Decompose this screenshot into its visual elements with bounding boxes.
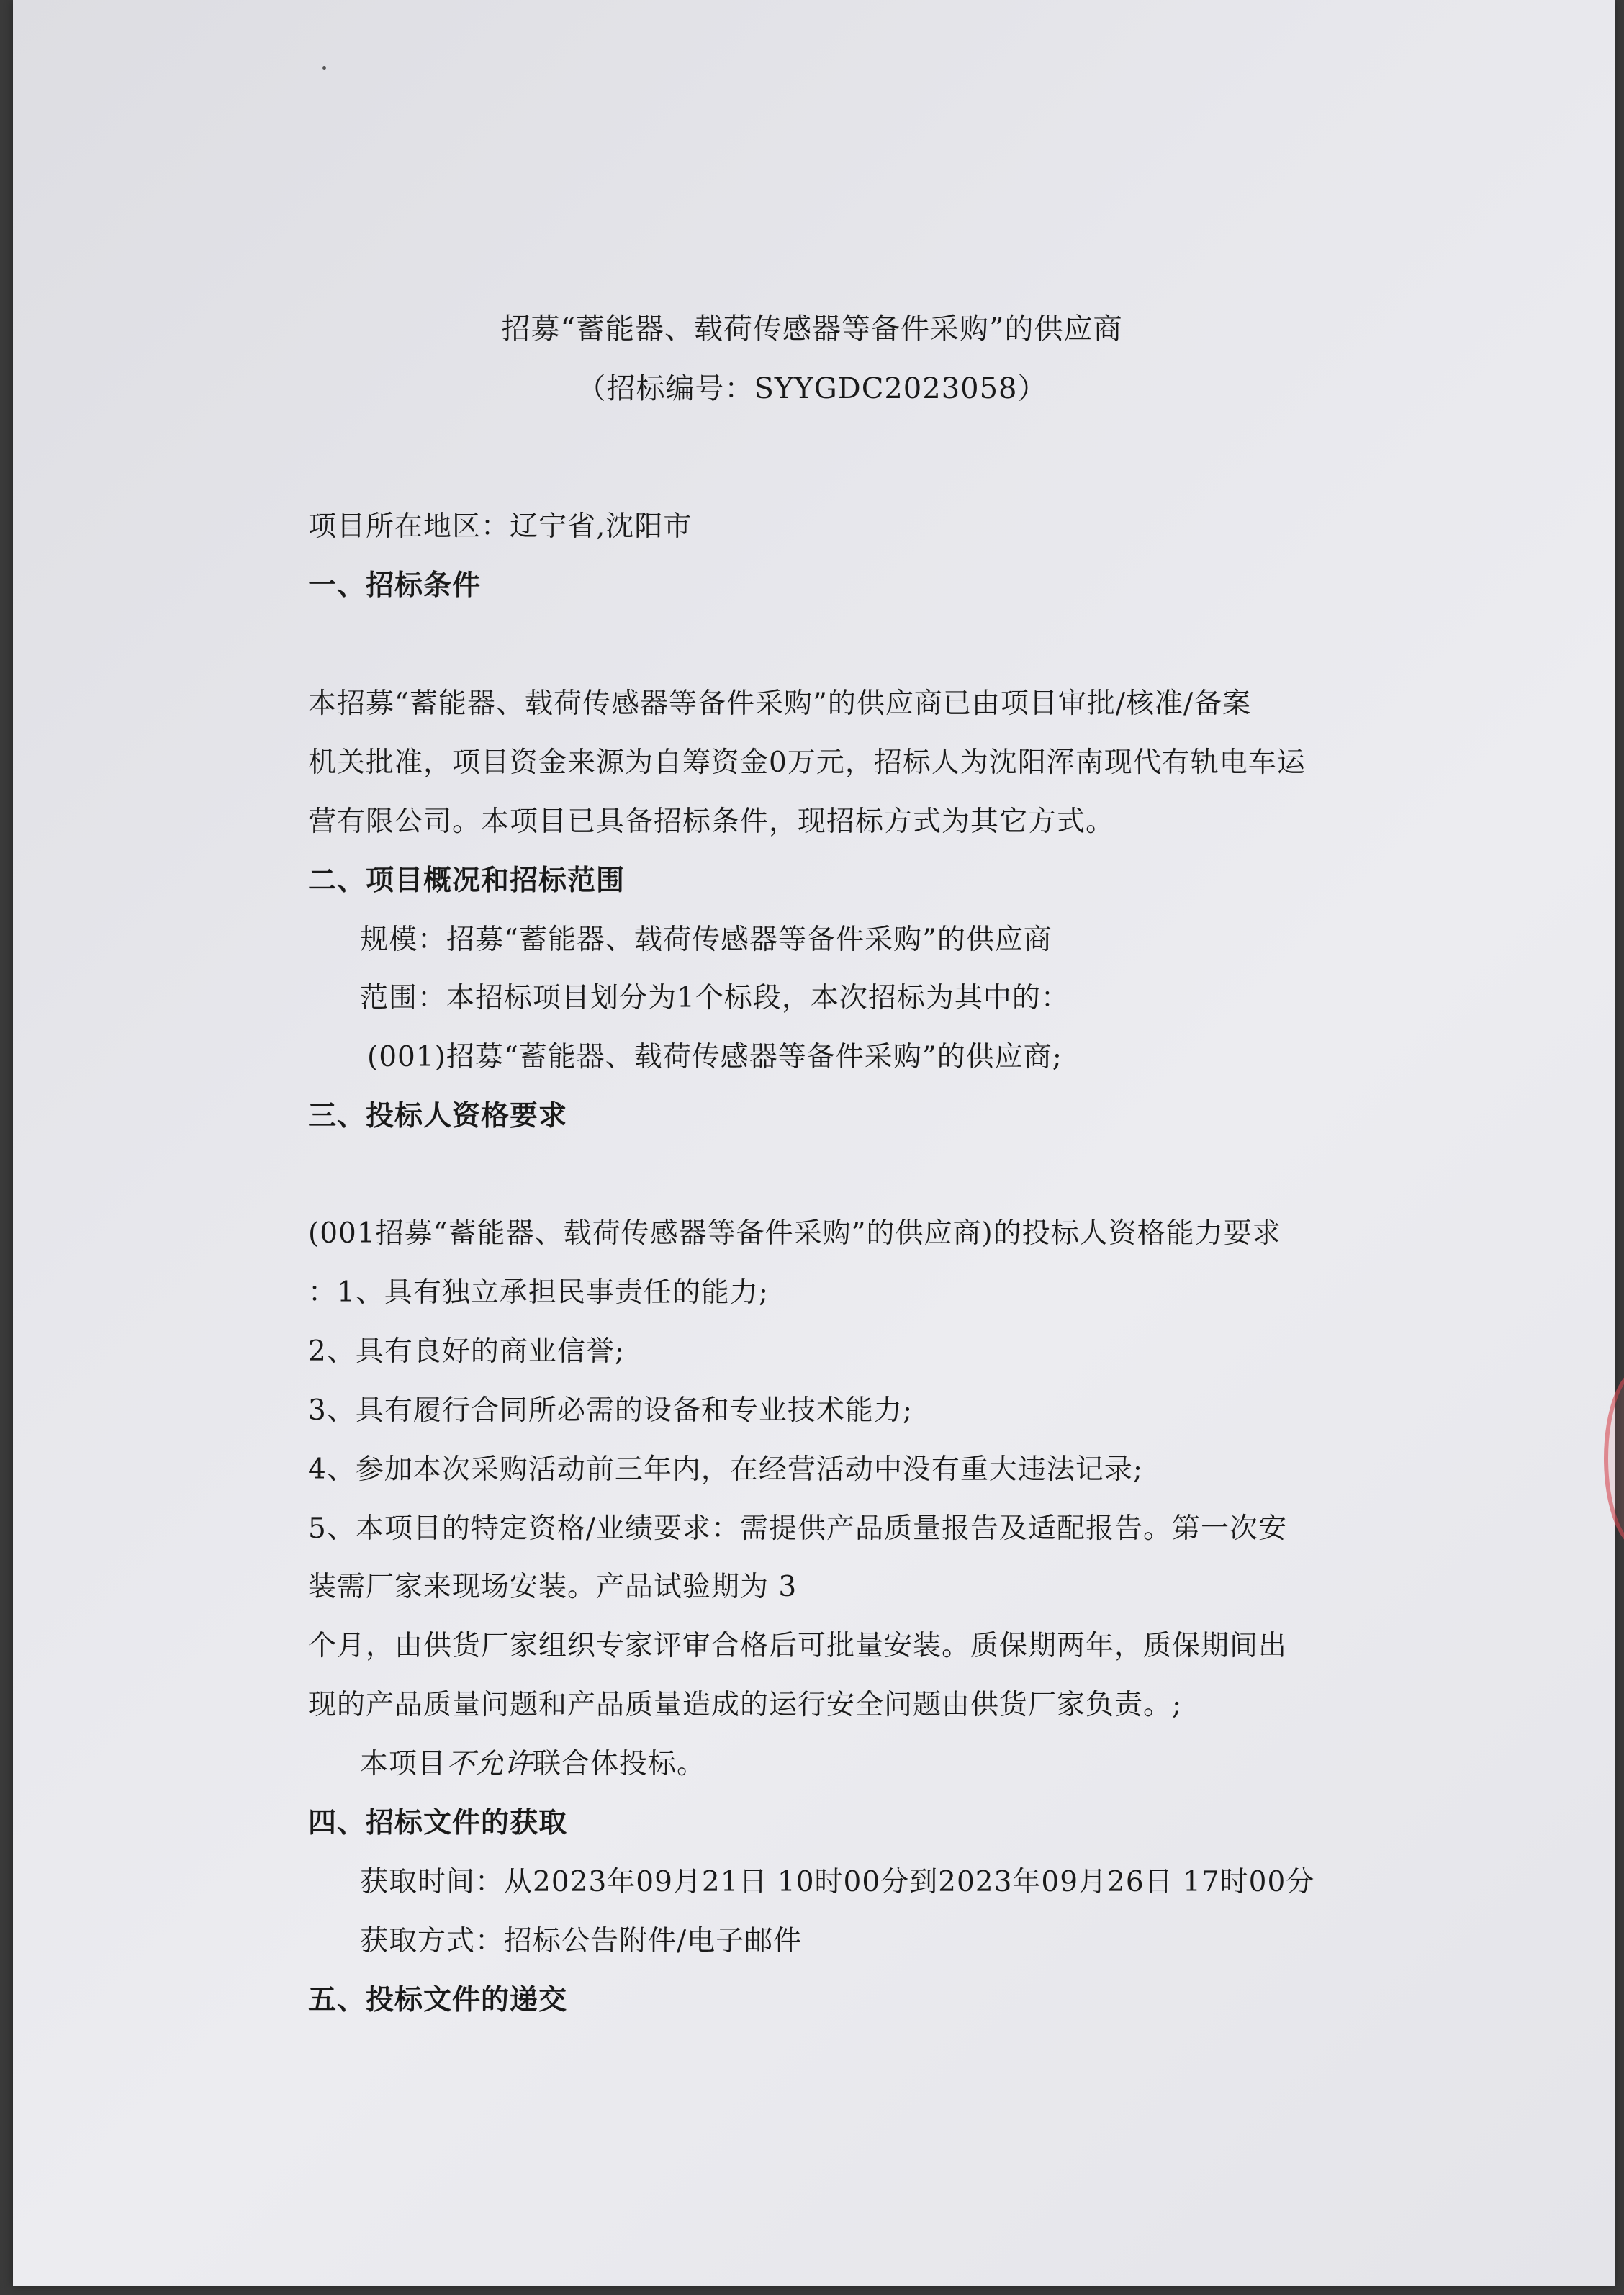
section-heading-1: 一、招标条件 xyxy=(308,569,482,602)
qualification-line: 4、参加本次采购活动前三年内，在经营活动中没有重大违法记录; xyxy=(308,1453,1143,1486)
acquisition-time: 获取时间：从2023年09月21日 10时00分到2023年09月26日 17时00分 xyxy=(360,1866,1315,1898)
consortium-prefix: 本项目 xyxy=(360,1748,447,1780)
project-region: 项目所在地区：辽宁省,沈阳市 xyxy=(308,510,693,543)
section-heading-4: 四、招标文件的获取 xyxy=(308,1807,568,1839)
consortium-not-allowed: 不允许 xyxy=(446,1748,533,1780)
section-heading-3: 三、投标人资格要求 xyxy=(308,1100,568,1132)
section1-line: 营有限公司。本项目已具备招标条件，现招标方式为其它方式。 xyxy=(308,806,1115,838)
qualification-line: 2、具有良好的商业信誉; xyxy=(308,1335,625,1368)
qualification-line: 现的产品质量问题和产品质量造成的运行安全问题由供货厂家负责。; xyxy=(308,1689,1183,1721)
project-scale: 规模：招募“蓄能器、载荷传感器等备件采购”的供应商 xyxy=(360,924,1052,956)
project-scope: 范围：本招标项目划分为1个标段，本次招标为其中的： xyxy=(360,982,1070,1014)
qualification-line: (001招募“蓄能器、载荷传感器等备件采购”的供应商)的投标人资格能力要求 xyxy=(308,1217,1281,1250)
section1-line: 机关批准，项目资金来源为自筹资金0万元，招标人为沈阳浑南现代有轨电车运 xyxy=(308,747,1306,779)
speck xyxy=(322,66,326,70)
qualification-line: 3、具有履行合同所必需的设备和专业技术能力; xyxy=(308,1394,913,1427)
qualification-line: 个月，由供货厂家组织专家评审合格后可批量安装。质保期两年，质保期间出 xyxy=(308,1630,1288,1662)
consortium-statement xyxy=(360,1741,705,1782)
project-lot: (001)招募“蓄能器、载荷传感器等备件采购”的供应商; xyxy=(367,1041,1063,1073)
qualification-line: 5、本项目的特定资格/业绩要求：需提供产品质量报告及适配报告。第一次安 xyxy=(308,1512,1287,1545)
document-title: 招募“蓄能器、载荷传感器等备件采购”的供应商 xyxy=(501,312,1123,346)
red-seal-stamp xyxy=(1604,1368,1624,1549)
section-heading-5: 五、投标文件的递交 xyxy=(308,1984,568,2016)
qualification-line: 装需厂家来现场安装。产品试验期为 3 xyxy=(308,1571,798,1603)
section1-line: 本招募“蓄能器、载荷传感器等备件采购”的供应商已由项目审批/核准/备案 xyxy=(308,687,1252,720)
bid-number: （招标编号：SYYGDC2023058） xyxy=(577,372,1047,405)
section-heading-2: 二、项目概况和招标范围 xyxy=(308,865,626,897)
qualification-line: ：1、具有独立承担民事责任的能力; xyxy=(308,1276,769,1309)
acquisition-method: 获取方式：招标公告附件/电子邮件 xyxy=(360,1925,803,1957)
consortium-suffix: 联合体投标。 xyxy=(533,1748,706,1780)
